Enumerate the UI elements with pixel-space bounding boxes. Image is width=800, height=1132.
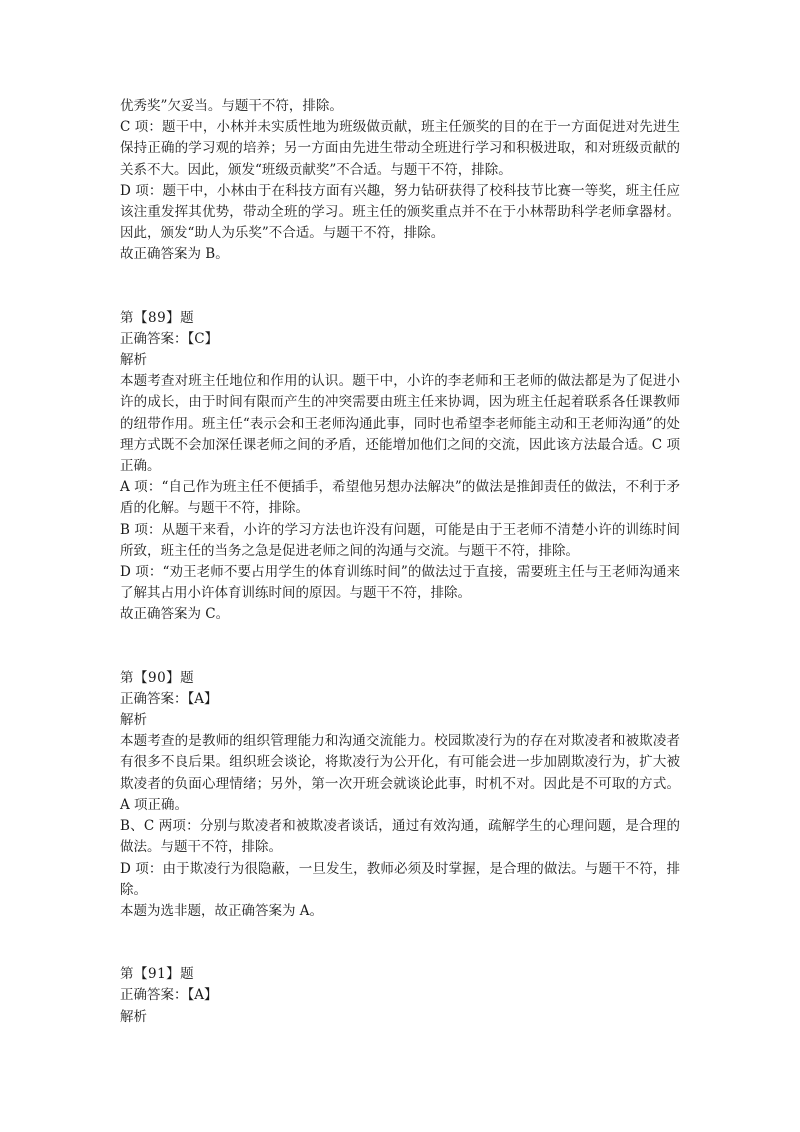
question-title: 第【90】题: [120, 669, 195, 686]
paragraph: 本题考查的是教师的组织管理能力和沟通交流能力。校园欺凌行为的存在对欺凌者和被欺凌者有很多不良后果。组织班会谈论，将欺凌行为公开化，有可能会进一步加剧欺凌行为，扩大被欺凌者的负面心理情绪；另外，第一次开班会就谈论此事，时机不对。因此是不可取的方式。A 项正确。: [120, 733, 680, 813]
spacer: [120, 922, 680, 964]
paragraph: D 项：“劝王老师不要占用学生的体育训练时间”的做法过于直接，需要班主任与王老师沟通来了解其占用小许体育训练时间的原因。与题干不符，排除。: [120, 564, 680, 602]
analysis-label: 解析: [120, 352, 147, 369]
document-page: [120, 96, 680, 1028]
correct-answer: 正确答案：【A】: [120, 690, 218, 707]
paragraph: 优秀奖”欠妥当。与题干不符，排除。: [120, 98, 343, 114]
paragraph: D 项：由于欺凌行为很隐蔽，一旦发生，教师必须及时掌握，是合理的做法。与题干不符，排除。: [120, 860, 680, 898]
question-91: [120, 964, 680, 1028]
question-title: 第【91】题: [120, 966, 195, 983]
paragraph: A 项：“自己作为班主任不便插手，希望他另想办法解决”的做法是推卸责任的做法，不利于矛盾的化解。与题干不符，排除。: [120, 479, 680, 517]
conclusion: 故正确答案为 B。: [120, 246, 229, 263]
question-title: 第【89】题: [120, 309, 195, 326]
paragraph: B、C 两项：分别与欺凌者和被欺凌者谈话，通过有效沟通，疏解学生的心理问题，是合理的做法。与题干不符，排除。: [120, 818, 680, 856]
paragraph: 本题考查对班主任地位和作用的认识。题干中，小许的李老师和王老师的做法都是为了促进小许的成长，由于时间有限而产生的冲突需要由班主任来协调，因为班主任起着联系各任课教师的纽带作用。班主任“表示会和王老师沟通此事，同时也希望李老师能主动和王老师沟通”的处理方式既不会加深任课老师之间的矛盾，还能增加他们之间的交流，因此该方法最合适。C 项正确。: [120, 373, 680, 475]
spacer: [120, 266, 680, 308]
paragraph: D 项：题干中，小林由于在科技方面有兴趣，努力钻研获得了校科技节比赛一等奖，班主任应该注重发挥其优势，带动全班的学习。班主任的颁奖重点并不在于小林帮助科学老师拿器材。因此，颁发“助人为乐奖”不合适。与题干不符，排除。: [120, 182, 680, 242]
analysis-label: 解析: [120, 712, 147, 729]
conclusion: 本题为选非题，故正确答案为 A。: [120, 902, 324, 919]
spacer: [120, 626, 680, 668]
paragraph: B 项：从题干来看，小许的学习方法也许没有问题，可能是由于王老师不清楚小许的训练时间所致，班主任的当务之急是促进老师之间的沟通与交流。与题干不符，排除。: [120, 521, 680, 559]
correct-answer: 正确答案：【C】: [120, 330, 219, 347]
correct-answer: 正确答案：【A】: [120, 987, 218, 1004]
question-90: [120, 668, 680, 922]
paragraph: C 项：题干中，小林并未实质性地为班级做贡献，班主任颁奖的目的在于一方面促进对先进生保持正确的学习观的培养；另一方面由先进生带动全班进行学习和积极进取，和对班级贡献的关系不大。因此，颁发“班级贡献奖”不合适。与题干不符，排除。: [120, 119, 680, 178]
conclusion: 故正确答案为 C。: [120, 606, 230, 623]
intro-section: [120, 96, 680, 266]
question-89: [120, 308, 680, 626]
analysis-label: 解析: [120, 1008, 147, 1025]
